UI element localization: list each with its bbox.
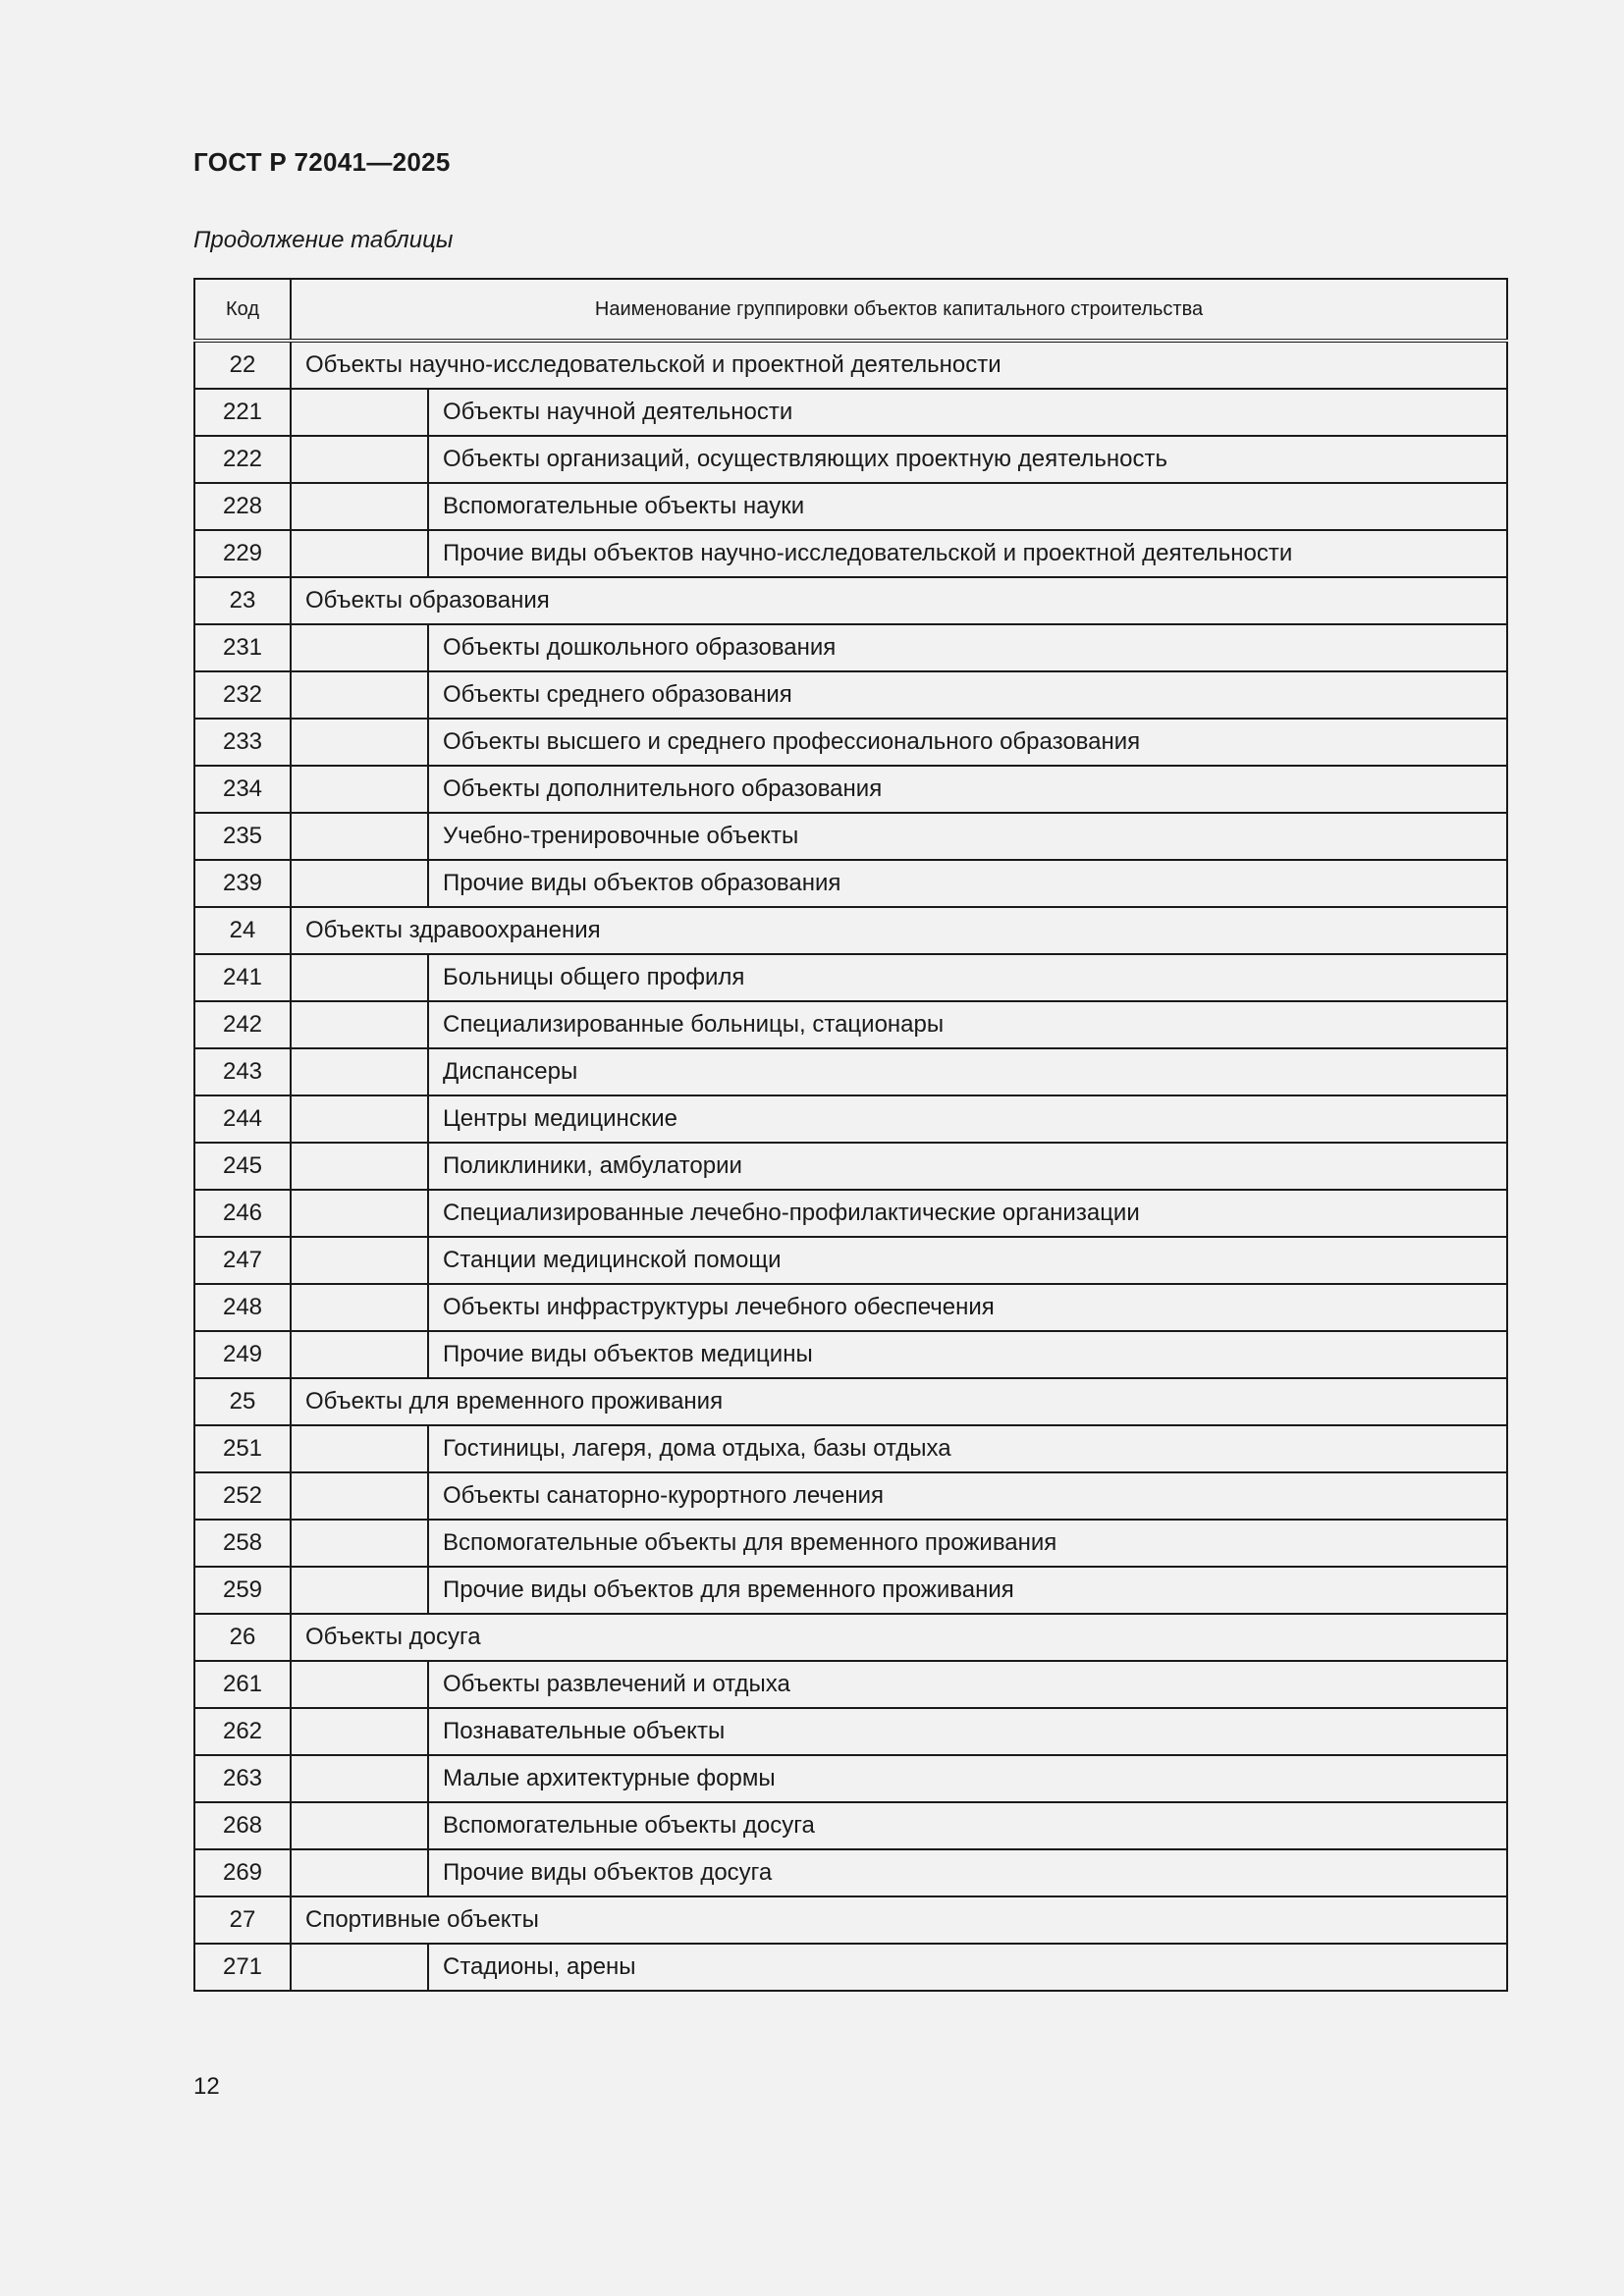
table-continuation-caption: Продолжение таблицы	[193, 227, 454, 253]
table-row	[194, 813, 1507, 860]
table-row	[194, 530, 1507, 577]
row-name: Специализированные лечебно-профилактические организации	[428, 1190, 1507, 1237]
row-indent-cell	[291, 436, 428, 483]
row-name: Объекты высшего и среднего профессионального образования	[428, 719, 1507, 766]
row-indent-cell	[291, 860, 428, 907]
row-code: 246	[194, 1190, 291, 1237]
row-code: 261	[194, 1661, 291, 1708]
row-indent-cell	[291, 1143, 428, 1190]
table-row	[194, 1143, 1507, 1190]
row-indent-cell	[291, 1708, 428, 1755]
table-row	[194, 1849, 1507, 1896]
table-row	[194, 1520, 1507, 1567]
row-indent-cell	[291, 1425, 428, 1472]
row-indent-cell	[291, 1331, 428, 1378]
row-indent-cell	[291, 671, 428, 719]
row-code: 233	[194, 719, 291, 766]
row-name: Вспомогательные объекты для временного проживания	[428, 1520, 1507, 1567]
table-row-group	[194, 1896, 1507, 1944]
row-code: 244	[194, 1095, 291, 1143]
row-name: Объекты среднего образования	[428, 671, 1507, 719]
row-name: Станции медицинской помощи	[428, 1237, 1507, 1284]
row-name: Гостиницы, лагеря, дома отдыха, базы отдыха	[428, 1425, 1507, 1472]
row-code: 27	[194, 1896, 291, 1944]
row-name: Объекты инфраструктуры лечебного обеспечения	[428, 1284, 1507, 1331]
table-row	[194, 436, 1507, 483]
column-header-name: Наименование группировки объектов капитального строительства	[291, 279, 1507, 341]
row-name: Объекты здравоохранения	[291, 907, 1507, 954]
row-code: 239	[194, 860, 291, 907]
row-name: Познавательные объекты	[428, 1708, 1507, 1755]
row-code: 25	[194, 1378, 291, 1425]
row-name: Прочие виды объектов научно-исследовательской и проектной деятельности	[428, 530, 1507, 577]
table-row	[194, 1567, 1507, 1614]
row-indent-cell	[291, 1802, 428, 1849]
row-name: Объекты дополнительного образования	[428, 766, 1507, 813]
row-indent-cell	[291, 813, 428, 860]
row-name: Поликлиники, амбулатории	[428, 1143, 1507, 1190]
row-name: Учебно-тренировочные объекты	[428, 813, 1507, 860]
row-code: 26	[194, 1614, 291, 1661]
row-indent-cell	[291, 1661, 428, 1708]
row-code: 249	[194, 1331, 291, 1378]
row-name: Объекты досуга	[291, 1614, 1507, 1661]
row-indent-cell	[291, 1849, 428, 1896]
classifier-table	[193, 278, 1508, 1992]
row-code: 22	[194, 341, 291, 389]
row-code: 252	[194, 1472, 291, 1520]
row-code: 243	[194, 1048, 291, 1095]
row-code: 23	[194, 577, 291, 624]
row-code: 231	[194, 624, 291, 671]
page-number: 12	[193, 2073, 220, 2100]
row-name: Объекты организаций, осуществляющих проектную деятельность	[428, 436, 1507, 483]
row-name: Прочие виды объектов досуга	[428, 1849, 1507, 1896]
row-name: Вспомогательные объекты науки	[428, 483, 1507, 530]
row-name: Объекты развлечений и отдыха	[428, 1661, 1507, 1708]
row-indent-cell	[291, 954, 428, 1001]
table-row	[194, 389, 1507, 436]
row-code: 222	[194, 436, 291, 483]
row-indent-cell	[291, 1472, 428, 1520]
row-indent-cell	[291, 719, 428, 766]
row-name: Диспансеры	[428, 1048, 1507, 1095]
row-indent-cell	[291, 1001, 428, 1048]
row-code: 268	[194, 1802, 291, 1849]
row-code: 247	[194, 1237, 291, 1284]
row-code: 235	[194, 813, 291, 860]
table-row	[194, 1708, 1507, 1755]
row-name: Объекты дошкольного образования	[428, 624, 1507, 671]
row-code: 262	[194, 1708, 291, 1755]
row-name: Прочие виды объектов медицины	[428, 1331, 1507, 1378]
table-row-group	[194, 577, 1507, 624]
table-row	[194, 1944, 1507, 1991]
document-id: ГОСТ Р 72041—2025	[193, 147, 451, 177]
row-code: 228	[194, 483, 291, 530]
table-row	[194, 1237, 1507, 1284]
row-name: Прочие виды объектов для временного проживания	[428, 1567, 1507, 1614]
table-row-group	[194, 341, 1507, 389]
table-row	[194, 1425, 1507, 1472]
table-row-group	[194, 1378, 1507, 1425]
row-code: 271	[194, 1944, 291, 1991]
row-name: Объекты научно-исследовательской и проектной деятельности	[291, 341, 1507, 389]
table-row-group	[194, 907, 1507, 954]
row-code: 251	[194, 1425, 291, 1472]
row-name: Малые архитектурные формы	[428, 1755, 1507, 1802]
table-row	[194, 719, 1507, 766]
table-row	[194, 1048, 1507, 1095]
table-row	[194, 1755, 1507, 1802]
table-row	[194, 624, 1507, 671]
row-indent-cell	[291, 389, 428, 436]
row-indent-cell	[291, 1048, 428, 1095]
row-code: 229	[194, 530, 291, 577]
row-name: Спортивные объекты	[291, 1896, 1507, 1944]
table-row	[194, 671, 1507, 719]
row-code: 232	[194, 671, 291, 719]
row-indent-cell	[291, 1237, 428, 1284]
row-code: 269	[194, 1849, 291, 1896]
row-code: 263	[194, 1755, 291, 1802]
row-indent-cell	[291, 624, 428, 671]
table-row	[194, 483, 1507, 530]
row-code: 234	[194, 766, 291, 813]
row-indent-cell	[291, 1944, 428, 1991]
row-code: 24	[194, 907, 291, 954]
table-row	[194, 1190, 1507, 1237]
row-indent-cell	[291, 1520, 428, 1567]
row-code: 245	[194, 1143, 291, 1190]
table-row	[194, 1472, 1507, 1520]
table-row	[194, 1095, 1507, 1143]
table-row	[194, 860, 1507, 907]
table-header-row	[194, 279, 1507, 341]
row-code: 221	[194, 389, 291, 436]
table-body	[194, 341, 1507, 1991]
row-name: Объекты образования	[291, 577, 1507, 624]
row-name: Объекты санаторно-курортного лечения	[428, 1472, 1507, 1520]
row-indent-cell	[291, 1755, 428, 1802]
row-code: 248	[194, 1284, 291, 1331]
row-code: 259	[194, 1567, 291, 1614]
table-row	[194, 1331, 1507, 1378]
row-code: 258	[194, 1520, 291, 1567]
row-name: Вспомогательные объекты досуга	[428, 1802, 1507, 1849]
row-indent-cell	[291, 766, 428, 813]
row-name: Специализированные больницы, стационары	[428, 1001, 1507, 1048]
row-indent-cell	[291, 1190, 428, 1237]
row-name: Больницы общего профиля	[428, 954, 1507, 1001]
row-indent-cell	[291, 530, 428, 577]
table-row	[194, 1001, 1507, 1048]
row-code: 242	[194, 1001, 291, 1048]
row-name: Стадионы, арены	[428, 1944, 1507, 1991]
row-name: Объекты научной деятельности	[428, 389, 1507, 436]
table-row	[194, 766, 1507, 813]
row-name: Прочие виды объектов образования	[428, 860, 1507, 907]
row-indent-cell	[291, 1567, 428, 1614]
table-row	[194, 954, 1507, 1001]
row-indent-cell	[291, 1284, 428, 1331]
column-header-code: Код	[194, 279, 291, 341]
table-row-group	[194, 1614, 1507, 1661]
table-row	[194, 1802, 1507, 1849]
row-indent-cell	[291, 1095, 428, 1143]
row-name: Объекты для временного проживания	[291, 1378, 1507, 1425]
row-indent-cell	[291, 483, 428, 530]
table-row	[194, 1284, 1507, 1331]
row-name: Центры медицинские	[428, 1095, 1507, 1143]
table-row	[194, 1661, 1507, 1708]
row-code: 241	[194, 954, 291, 1001]
